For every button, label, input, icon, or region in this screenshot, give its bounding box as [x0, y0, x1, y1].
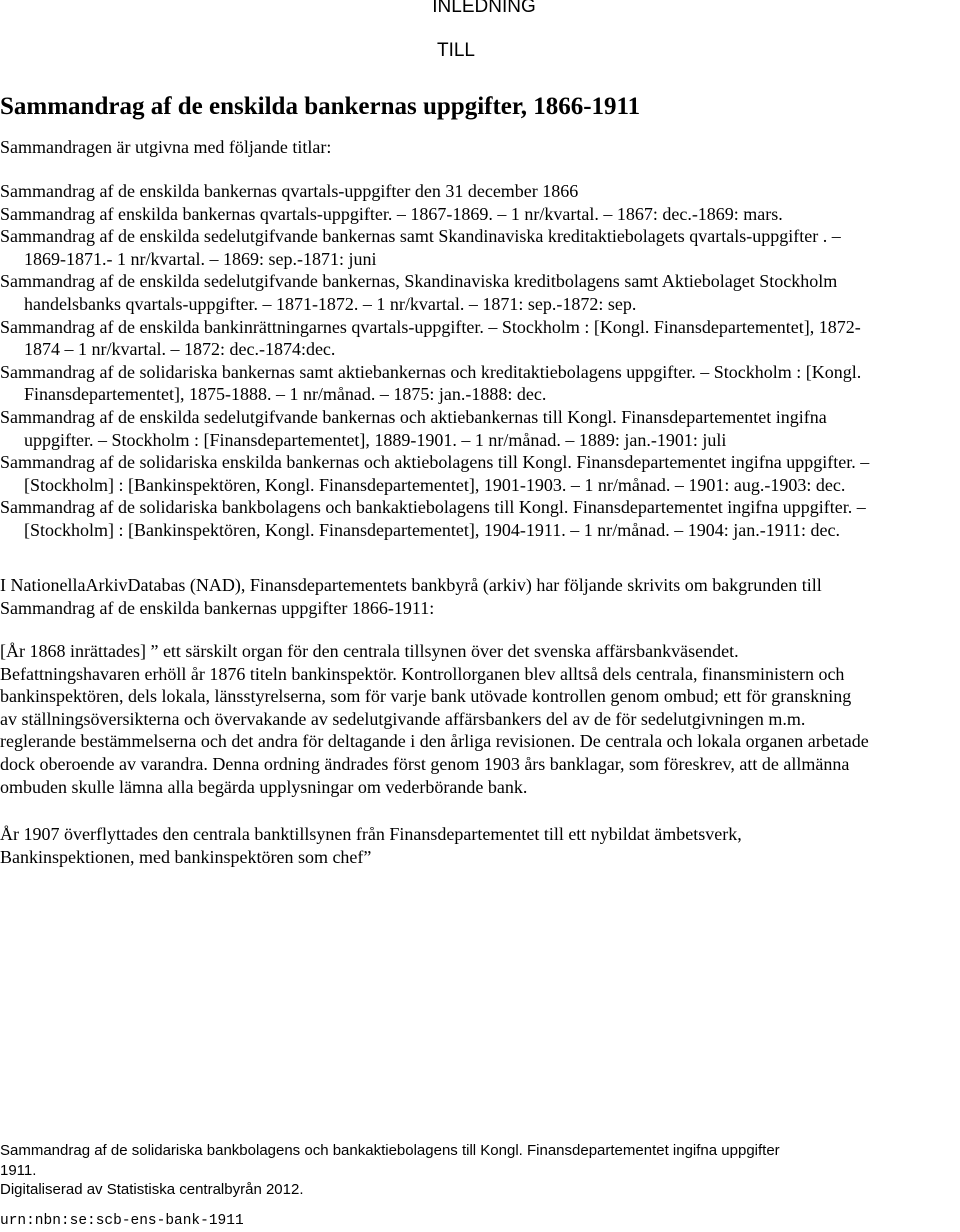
title-entry: Sammandrag af de enskilda bankernas qvartals-uppgifter den 31 december 1866 — [0, 181, 579, 201]
page-subheading: TILL — [436, 40, 476, 61]
title-entry: Sammandrag af de enskilda bankinrättningarnes qvartals-uppgifter. – Stockholm : [Kongl. Finansdepartementet], 1872- 1874 – 1 nr/kvartal. – 1872: dec.-1874:dec. — [0, 316, 861, 360]
title-entry: Sammandrag af de enskilda sedelutgifvande bankernas och aktiebankernas till Kongl. Finansdepartementet ingifna uppgifter. – Stockholm : [Finansdepartementet], 1889-1901. – 1 nr/månad. – 1889: jan.-1901: juli — [0, 406, 827, 450]
title-entry: Sammandrag af de solidariska bankernas samt aktiebankernas och kreditaktiebolagens uppgifter. – Stockholm : [Kongl. Finansdepartementet], 1875-1888. – 1 nr/månad. – 1875: jan.-1888: dec. — [0, 361, 862, 405]
title-entry: Sammandrag af de solidariska bankbolagens och bankaktiebolagens till Kongl. Finansdepartementet ingifna uppgifter. – [Stockholm] : [Bankinspektören, Kongl. Finansdepartementet], 1904-1911. – 1 nr/månad. – 1904: jan.-1911: dec. — [0, 497, 866, 540]
page-heading: INLEDNING — [432, 0, 536, 17]
titles-intro: Sammandragen är utgivna med följande titlar: — [0, 137, 332, 157]
title-entry: Sammandrag af de solidariska enskilda bankernas och aktiebolagens till Kongl. Finansdepartementet ingifna uppgifter. – [Stockholm] : [Bankinspektören, Kongl. Finansdepartementet], 1901-1903. – 1 nr/månad. – 1901: aug.-1903: dec. — [0, 452, 870, 495]
nad-intro-paragraph: I NationellaArkivDatabas (NAD), Finansdepartementets bankbyrå (arkiv) har följande skrivits om bakgrunden till Sammandrag af de enskilda bankernas uppgifter 1866-1911: — [0, 575, 822, 618]
urn-identifier: urn:nbn:se:scb-ens-bank-1911 — [0, 1213, 244, 1229]
document-title: Sammandrag af de enskilda bankernas uppgifter, 1866-1911 — [0, 93, 641, 120]
footer-digitised-note: Digitaliserad av Statistiska centralbyrån 2012. — [0, 1181, 304, 1198]
title-entry: Sammandrag af de enskilda sedelutgifvande bankernas, Skandinaviska kreditbolagens samt Aktiebolaget Stockholm handelsbanks qvartals-uppgifter. – 1871-1872. – 1 nr/kvartal. – 1871: sep.-1872: sep. — [0, 271, 838, 314]
title-list — [0, 180, 960, 542]
title-entry: Sammandrag af de enskilda sedelutgifvande bankernas samt Skandinaviska kreditaktiebolagets qvartals-uppgifter . – 1869-1871.- 1 nr/kvartal. – 1869: sep.-1871: juni — [0, 226, 841, 269]
footer-source-title: Sammandrag af de solidariska bankbolagens och bankaktiebolagens till Kongl. Finansdepartementet ingifna uppgifter 1911. — [0, 1142, 780, 1179]
quote-paragraph: År 1907 överflyttades den centrala banktillsynen från Finansdepartementet till ett nybildat ämbetsverk, Bankinspektionen, med bankinspektören som chef” — [0, 824, 742, 867]
title-entry: Sammandrag af enskilda bankernas qvartals-uppgifter. – 1867-1869. – 1 nr/kvartal. – 1867: dec.-1869: mars. — [0, 203, 783, 224]
quote-paragraph: [År 1868 inrättades] ” ett särskilt organ för den centrala tillsynen över det svenska affärsbankväsendet. Befattningshavaren erhöll år 1876 titeln bankinspektör. Kontrollorganen blev alltså dels centrala, finansministern och bankinspektören, dels lokala, länsstyrelserna, som för varje bank utövade kontrollen genom ombud; ett för granskning av ställningsöversikterna och övervakande av sedelutgivande affärsbankers del av de för sedelutgivningen m.m. reglerande bestämmelserna och det andra för deltagande i den årliga revisionen. De centrala och lokala organen arbetade dock oberoende av varandra. Denna ordning ändrades först genom 1903 års banklagar, som föreskrev, att de allmänna ombuden skulle lämna alla begärda upplysningar om vederbörande bank. — [0, 641, 869, 797]
